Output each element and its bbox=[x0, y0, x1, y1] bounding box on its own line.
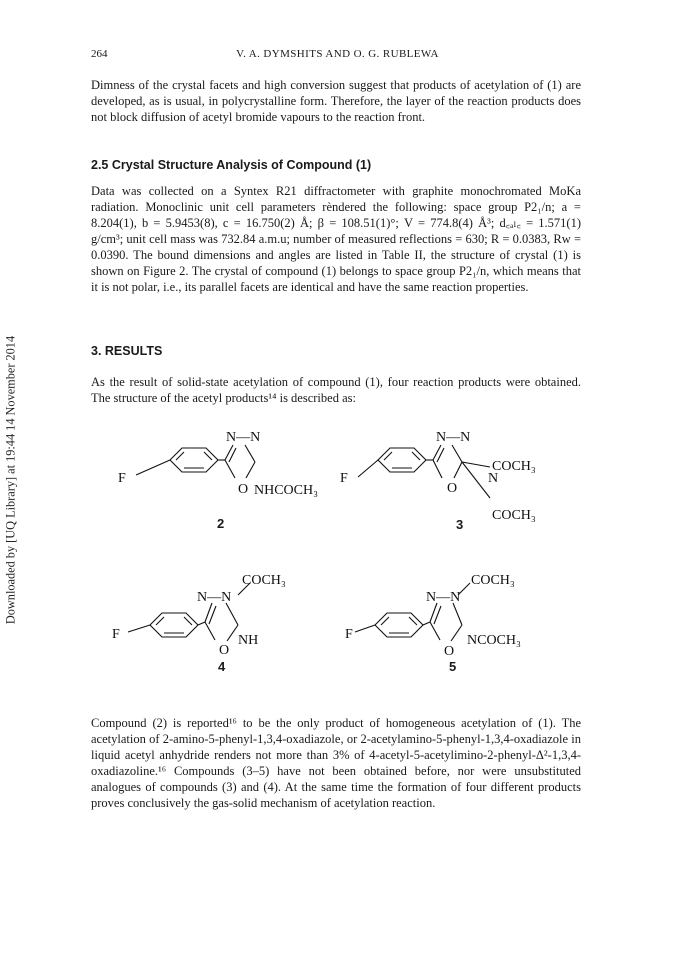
s2-oxygen: O bbox=[238, 482, 249, 497]
section-heading-2-5: 2.5 Crystal Structure Analysis of Compound (1) bbox=[91, 158, 372, 172]
s4-substituent: NH bbox=[238, 633, 259, 648]
s4-oxygen: O bbox=[219, 643, 230, 658]
s4-nn: N—N bbox=[197, 590, 232, 605]
section-heading-results: 3. RESULTS bbox=[91, 344, 163, 358]
results-paragraph: As the result of solid-state acetylation of compound (1), four reaction products were obtained. The structure of the acetyl products¹⁴ is described as: bbox=[91, 375, 581, 405]
compound-number-2: 2 bbox=[217, 516, 225, 531]
crystal-analysis-paragraph: Data was collected on a Syntex R21 diffractometer with graphite monochromated MoKa radiation. Monoclinic unit cell parameters rèndered the following: space group P2₁/n; a = 8.204(1), b = 5.9453(8), c = 16.750(2) Å; β = 108.51(1)°; V = 774.8(4) Å³; d꜀ₐₗ꜀ = 1.571(1) g/cm³; unit cell mass was 732.84 a.m.u; number of measured reflections = 630; R = 0.0383, Rw = 0.0390. The bound dimensions and angles are listed in Table II, the structure of crystal (1) is shown on Figure 2. The crystal of compound (1) belongs to space group P2₁/n, which means that it is not polar, i.e., its parallel facets are identical and have the same reaction properties. bbox=[91, 184, 581, 294]
closing-paragraph: Compound (2) is reported¹⁶ to be the only product of homogeneous acetylation of (1). The acetylation of 2-amino-5-phenyl-1,3,4-oxadiazole, or 2-acetylamino-5-phenyl-1,3,4-oxadiazole in liquid acetyl anhydride renders not more than 3% of 4-acetyl-5-acetylimino-2-phenyl-Δ²-1,3,4-oxadiazoline.¹⁶ Compounds (3–5) have not been obtained before, nor were unsubstituted analogues of compounds (3) and (4). At the same time the formation of four different products proves conclusively the gas-solid mechanism of acetylation reaction. bbox=[91, 716, 581, 810]
s5-substituent: NCOCH₃ bbox=[467, 633, 521, 648]
compound-number-4: 4 bbox=[218, 659, 226, 674]
s5-nn: N—N bbox=[426, 590, 461, 605]
s3-nn: N—N bbox=[436, 430, 471, 445]
page-number: 264 bbox=[91, 48, 108, 60]
s2-substituent: NHCOCH₃ bbox=[254, 483, 318, 498]
s5-acyl: COCH₃ bbox=[471, 573, 515, 588]
intro-paragraph: Dimness of the crystal facets and high conversion suggest that products of acetylation of (1) are developed, as is usual, in polycrystalline form. Therefore, the layer of the reaction products does not block diffusion of acetyl bromide vapours to the reaction front. bbox=[91, 78, 581, 124]
s2-fluorine: F bbox=[118, 471, 126, 486]
s4-acyl: COCH₃ bbox=[242, 573, 286, 588]
s2-nn: N—N bbox=[226, 430, 261, 445]
s3-acyl-bottom: COCH₃ bbox=[492, 508, 536, 523]
download-note: Downloaded by [UQ Library] at 19:44 14 November 2014 bbox=[3, 335, 18, 625]
s3-acyl-top: COCH₃ bbox=[492, 459, 536, 474]
s5-fluorine: F bbox=[345, 627, 353, 642]
compound-number-5: 5 bbox=[449, 659, 457, 674]
s5-oxygen: O bbox=[444, 644, 455, 659]
s4-fluorine: F bbox=[112, 627, 120, 642]
compound-number-3: 3 bbox=[456, 517, 464, 532]
running-title: V. A. DYMSHITS AND O. G. RUBLEWA bbox=[236, 48, 439, 60]
s3-fluorine: F bbox=[340, 471, 348, 486]
s3-oxygen: O bbox=[447, 481, 458, 496]
s3-nitrogen: N bbox=[488, 471, 499, 486]
